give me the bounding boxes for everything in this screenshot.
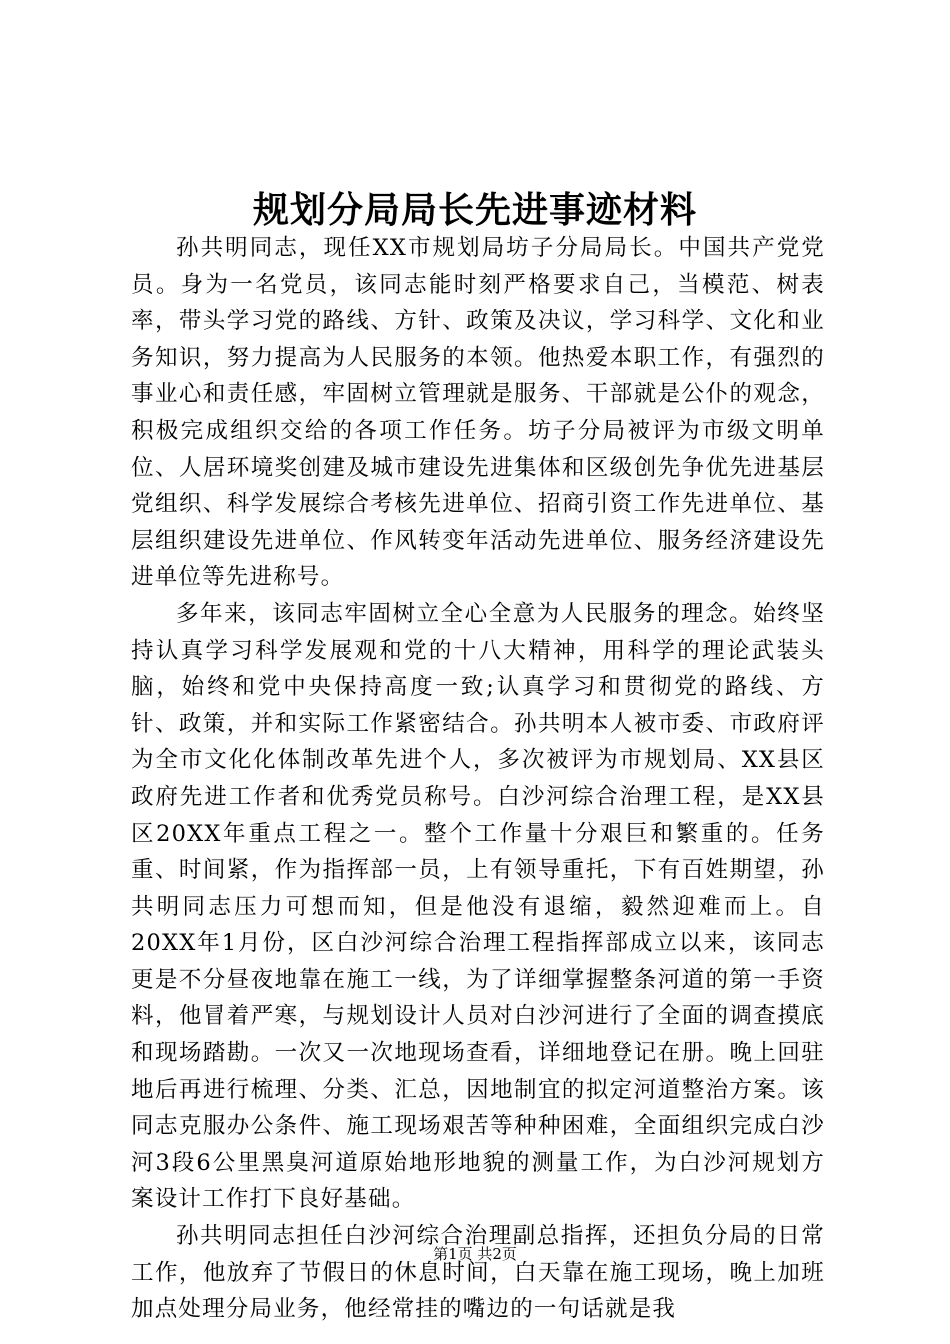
paragraph: 多年来，该同志牢固树立全心全意为人民服务的理念。始终坚持认真学习科学发展观和党的十八大精神，用科学的理论武装头脑，始终和党中央保持高度一致;认真学习和贯彻党的路线、方针、政策，并和实际工作紧密结合。孙共明本人被市委、市政府评为全市文化化体制改革先进个人，多次被评为市规划局、XX县区政府先进工作者和优秀党员称号。白沙河综合治理工程，是XX县区20XX年重点工程之一。整个工作量十分艰巨和繁重的。任务重、时间紧，作为指挥部一员，上有领导重托，下有百姓期望，孙共明同志压力可想而知，但是他没有退缩，毅然迎难而上。自20XX年1月份，区白沙河综合治理工程指挥部成立以来，该同志更是不分昼夜地靠在施工一线，为了详细掌握整条河道的第一手资料，他冒着严寒，与规划设计人员对白沙河进行了全面的调查摸底和现场踏勘。一次又一次地现场查看，详细地登记在册。晚上回驻地后再进行梳理、分类、汇总，因地制宜的拟定河道整治方案。该同志克服办公条件、施工现场艰苦等种种困难，全面组织完成白沙河3段6公里黑臭河道原始地形地貌的测量工作，为白沙河规划方案设计工作打下良好基础。 bbox=[131, 600, 825, 1213]
paragraph: 孙共明同志担任白沙河综合治理副总指挥，还担负分局的日常工作，他放弃了节假日的休息时间，白天靠在施工现场，晚上加班加点处理分局业务，他经常挂的嘴边的一句话就是我 bbox=[131, 1223, 825, 1323]
document-body bbox=[131, 230, 825, 1328]
page-footer: 第1页 共2页 bbox=[433, 1245, 517, 1263]
paragraph: 孙共明同志，现任XX市规划局坊子分局局长。中国共产党党员。身为一名党员，该同志能时刻严格要求自己，当模范、树表率，带头学习党的路线、方针、政策及决议，学习科学、文化和业务知识，努力提高为人民服务的本领。他热爱本职工作，有强烈的事业心和责任感，牢固树立管理就是服务、干部就是公仆的观念，积极完成组织交给的各项工作任务。坊子分局被评为市级文明单位、人居环境奖创建及城市建设先进集体和区级创先争优先进基层党组织、科学发展综合考核先进单位、招商引资工作先进单位、基层组织建设先进单位、作风转变年活动先进单位、服务经济建设先进单位等先进称号。 bbox=[131, 235, 825, 591]
document-title: 规划分局局长先进事迹材料 bbox=[252, 189, 697, 231]
